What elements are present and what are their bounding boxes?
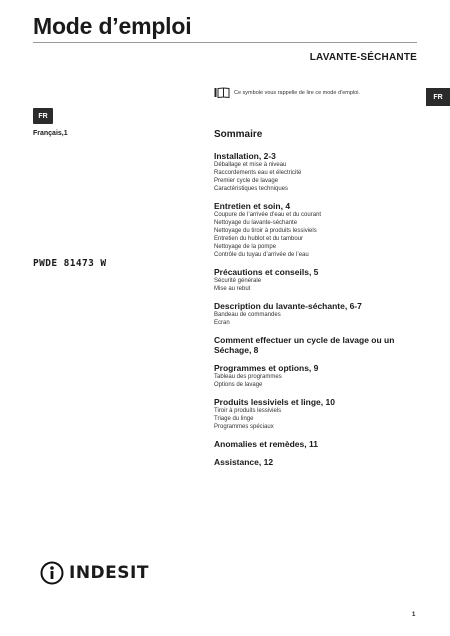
toc-section bbox=[214, 267, 420, 293]
toc-item: Nettoyage du tiroir à produits lessiviels bbox=[214, 228, 317, 234]
language-badge: FR bbox=[33, 108, 53, 124]
toc-item: Nettoyage du lavante-séchante bbox=[214, 220, 298, 226]
header-divider bbox=[33, 42, 417, 43]
toc-section-heading: Produits lessiviels et linge, 10 bbox=[214, 397, 335, 407]
toc-section-heading: Comment effectuer un cycle de lavage ou un Séchage, 8 bbox=[214, 335, 395, 355]
toc-section bbox=[214, 457, 420, 467]
toc-item: Raccordements eau et électricité bbox=[214, 170, 302, 176]
toc-section bbox=[214, 151, 420, 193]
indesit-logo-icon bbox=[40, 561, 64, 585]
toc-section-items bbox=[214, 311, 420, 327]
table-of-contents bbox=[214, 129, 420, 475]
toc-item: Déballage et mise à niveau bbox=[214, 162, 287, 168]
language-side-tab: FR bbox=[426, 88, 450, 106]
book-icon bbox=[214, 87, 230, 98]
toc-title: Sommaire bbox=[214, 129, 263, 140]
toc-item: Bandeau de commandes bbox=[214, 312, 281, 318]
brand-name: INDESIT bbox=[69, 563, 149, 583]
toc-section bbox=[214, 335, 420, 355]
toc-section-items bbox=[214, 277, 420, 293]
toc-item: Tableau des programmes bbox=[214, 374, 282, 380]
toc-section-heading: Installation, 2-3 bbox=[214, 151, 276, 161]
toc-section bbox=[214, 301, 420, 327]
toc-item: Entretien du hublot et du tambour bbox=[214, 236, 304, 242]
toc-section-heading: Programmes et options, 9 bbox=[214, 363, 319, 373]
toc-section bbox=[214, 397, 420, 431]
toc-item: Programmes spéciaux bbox=[214, 424, 274, 430]
toc-item: Triage du linge bbox=[214, 416, 254, 422]
toc-section-heading: Assistance, 12 bbox=[214, 457, 274, 467]
product-type: LAVANTE-SÉCHANTE bbox=[309, 52, 417, 63]
toc-item: Caractéristiques techniques bbox=[214, 186, 289, 192]
page-title: Mode d’emploi bbox=[33, 13, 192, 39]
toc-section bbox=[214, 201, 420, 259]
toc-section-items bbox=[214, 373, 420, 389]
toc-item: Premier cycle de lavage bbox=[214, 178, 279, 184]
language-page-label: Français,1 bbox=[33, 130, 68, 137]
toc-item: Ecran bbox=[214, 320, 230, 326]
toc-section-heading: Précautions et conseils, 5 bbox=[214, 267, 319, 277]
toc-section-heading: Anomalies et remèdes, 11 bbox=[214, 439, 318, 449]
toc-section bbox=[214, 439, 420, 449]
toc-sections bbox=[214, 151, 420, 467]
toc-section-items bbox=[214, 161, 420, 193]
toc-item: Contrôle du tuyau d’arrivée de l’eau bbox=[214, 252, 309, 258]
manual-note-text: Ce symbole vous rappelle de lire ce mode d’emploi. bbox=[234, 89, 360, 96]
toc-item: Nettoyage de la pompe bbox=[214, 244, 277, 250]
toc-section bbox=[214, 363, 420, 389]
toc-item: Tiroir à produits lessiviels bbox=[214, 408, 282, 414]
toc-section-items bbox=[214, 211, 420, 259]
toc-item: Mise au rebut bbox=[214, 286, 251, 292]
toc-section-heading: Entretien et soin, 4 bbox=[214, 201, 291, 211]
toc-section-items bbox=[214, 407, 420, 431]
brand-logo bbox=[40, 561, 149, 585]
model-number: PWDE 81473 W bbox=[33, 258, 107, 269]
toc-section-heading: Description du lavante-séchante, 6-7 bbox=[214, 301, 362, 311]
toc-item: Options de lavage bbox=[214, 382, 263, 388]
toc-item: Coupure de l’arrivée d’eau et du courant bbox=[214, 212, 322, 218]
toc-item: Sécurité générale bbox=[214, 278, 262, 284]
page-number: 1 bbox=[412, 612, 416, 618]
manual-note bbox=[214, 87, 360, 98]
